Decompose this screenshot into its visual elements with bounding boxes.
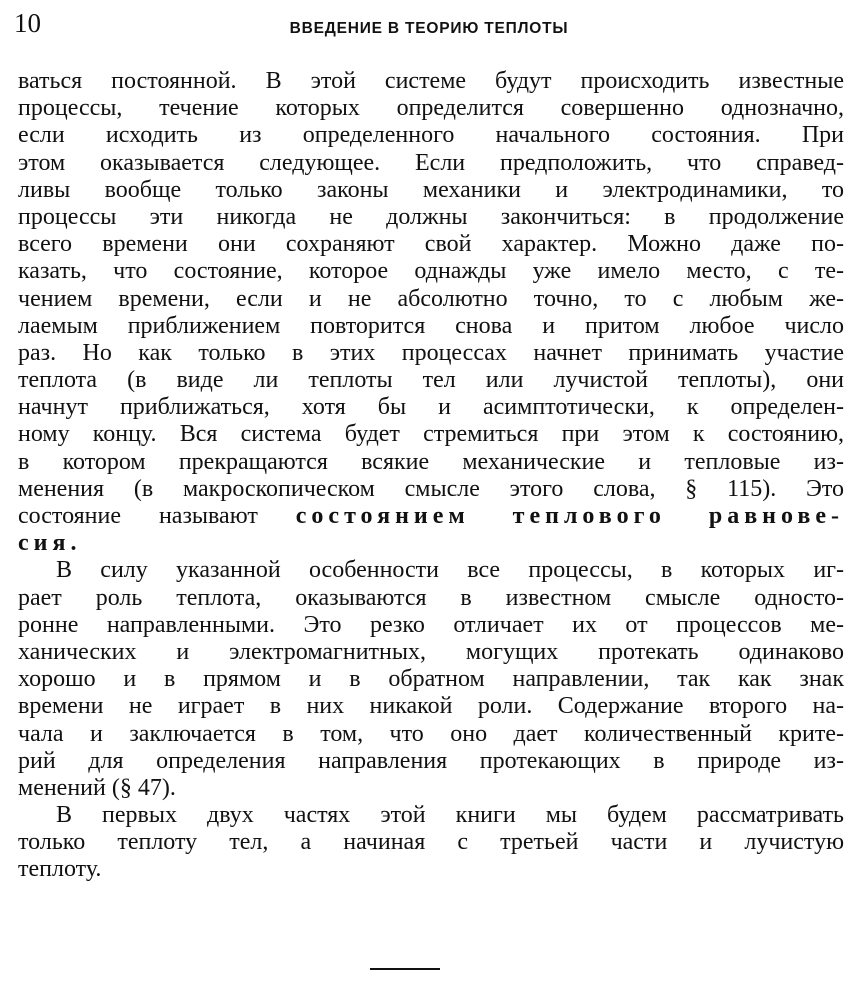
term-prefix: состояние называют <box>18 503 296 529</box>
text-line: менений (§ 47). <box>18 774 176 801</box>
text-line: теплоту. <box>18 856 102 883</box>
text-line: в котором прекращаются всякие механические и тепловые из- <box>18 448 844 475</box>
text-line: раз. Но как только в этих процессах начнет принимать участие <box>18 339 844 366</box>
text-line: ному концу. Вся система будет стремиться при этом к состоянию, <box>18 421 844 448</box>
text-line: В силу указанной особенности все процессы, в которых иг- <box>56 557 844 584</box>
running-title: ВВЕДЕНИЕ В ТЕОРИЮ ТЕПЛОТЫ <box>289 20 569 37</box>
page-header <box>14 6 844 46</box>
text-line: процессы, течение которых определится совершенно однозначно, <box>18 95 844 122</box>
emphasized-term-tail: сия. <box>18 530 82 557</box>
text-line: менения (в макроскопическом смысле этого слова, § 115). Это <box>18 475 844 502</box>
text-line: только теплоту тел, а начиная с третьей части и лучистую <box>18 829 844 856</box>
text-line: теплота (в виде ли теплоты тел или лучистой теплоты), они <box>18 367 844 394</box>
page-number: 10 <box>14 8 41 38</box>
text-line: ронне направленными. Это резко отличает их от процессов ме- <box>18 611 844 638</box>
text-line: чением времени, если и не абсолютно точно, то с любым же- <box>18 285 844 312</box>
paragraph-2 <box>18 557 844 802</box>
emphasized-term: состоянием теплового равнове- <box>295 503 844 529</box>
text-line <box>18 530 844 557</box>
text-line: ливы вообще только законы механики и электродинамики, то <box>18 176 844 203</box>
text-line: если исходить из определенного начального состояния. При <box>18 122 844 149</box>
text-line: начнут приближаться, хотя бы и асимптотически, к определен- <box>18 394 844 421</box>
text-line: этом оказывается следующее. Если предположить, что справед- <box>18 149 844 176</box>
end-rule <box>370 968 440 970</box>
text-line: всего времени они сохраняют свой характер. Можно даже по- <box>18 231 844 258</box>
text-line-with-term <box>18 503 844 530</box>
text-line: В первых двух частях этой книги мы будем рассматривать <box>56 802 844 829</box>
text-line: процессы эти никогда не должны закончиться: в продолжение <box>18 203 844 230</box>
text-line: чала и заключается в том, что оно дает количественный крите- <box>18 720 844 747</box>
text-line: ханических и электромагнитных, могущих протекать одинаково <box>18 638 844 665</box>
text-line: рает роль теплота, оказываются в известном смысле односто- <box>18 584 844 611</box>
page-body <box>18 68 844 884</box>
text-line: ваться постоянной. В этой системе будут происходить известные <box>18 68 844 94</box>
text-line: хорошо и в прямом и в обратном направлении, так как знак <box>18 666 844 693</box>
text-line: рий для определения направления протекающих в природе из- <box>18 747 844 774</box>
text-line: лаемым приближением повторится снова и притом любое число <box>18 312 844 339</box>
text-line: казать, что состояние, которое однажды уже имело место, с те- <box>18 258 844 285</box>
paragraph-3 <box>18 802 844 884</box>
text-line: времени не играет в них никакой роли. Содержание второго на- <box>18 693 844 720</box>
paragraph-1 <box>18 68 844 557</box>
